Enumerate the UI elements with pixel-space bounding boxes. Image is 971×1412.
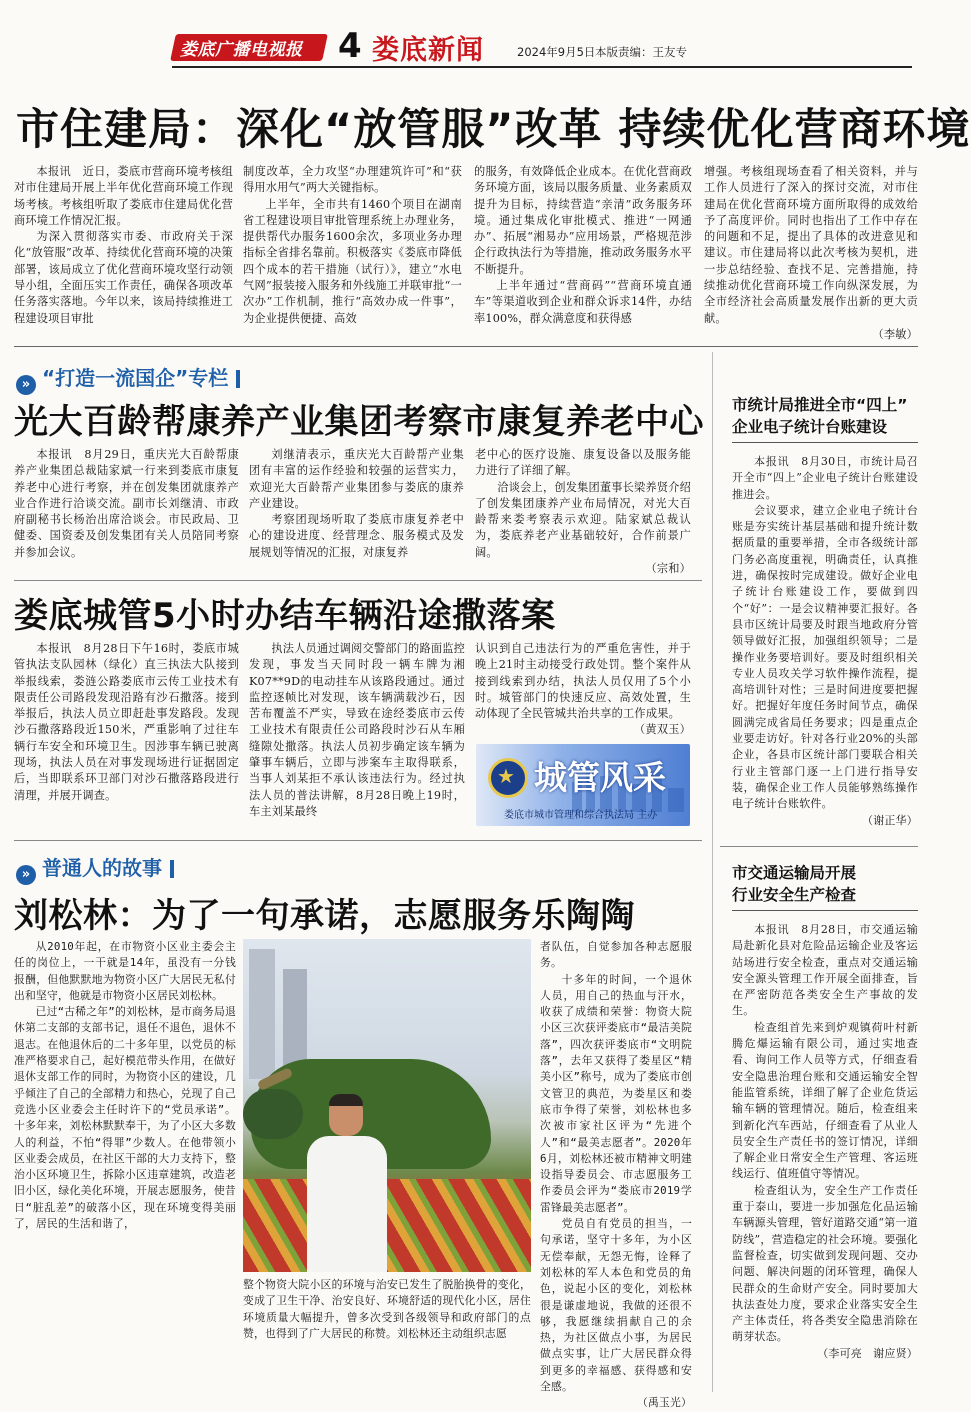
paragraph: 本报讯 8月30日，市统计局召开全市“四上”企业电子统计台账建设推进会。 — [732, 455, 918, 501]
paragraph: 洽谈会上，创发集团董事长梁养贤介绍了创发集团康养产业布局情况，对光大百龄帮来娄考察表示欢迎。陆家斌总裁认为，娄底养老产业基础较好，合作前景广阔。 — [475, 480, 691, 559]
chengguan-banner — [476, 744, 690, 826]
article4-col2 — [243, 1277, 531, 1389]
masthead-rule — [172, 66, 912, 68]
paragraph: 从2010年起，在市物资小区业主委会主任的岗位上，一干就是14年，虽没有一分钱报酬，但他默默地为物资小区广大居民无私付出和坚守，他就是市物资小区居民刘松林。 — [14, 940, 236, 1002]
sidebar2-title-line1: 市交通运输局开展 — [732, 864, 857, 882]
banner-caption: 娄底市城市管理和综合执法局 主办 — [504, 810, 658, 821]
byline: （宗和） — [645, 562, 691, 576]
person-shirt — [307, 1136, 387, 1272]
paragraph: 的服务，有效降低企业成本。在优化营商政务环境方面，该局以服务质量、业务素质双提升为目标，持续营造“亲清”政务服务环境。通过集成化审批模式、推进“一网通办”、拓展“湘易办”应用场景，严格规范涉企行政执法行为等措施，推动政务服务水平不断提升。 — [474, 165, 692, 276]
story-photo — [243, 939, 531, 1272]
topiary-head — [243, 1089, 303, 1139]
article3-col2 — [249, 641, 465, 831]
tag-bar — [170, 860, 174, 878]
headline-article2: 光大百龄帮康养产业集团考察市康复养老中心 — [14, 402, 704, 442]
article3-col1 — [14, 641, 239, 831]
sidebar2-title-rule — [732, 910, 918, 911]
paragraph: 上半年，全市共有1460个项目在湖南省工程建设项目审批管理系统上办理业务，提供帮代办服务1600余次，多项业务办理指标全省排名靠前。积极落实《娄底市降低四个成本的若干措施（试行）》，建立“水电气网”报装接入服务和外线施工并联审批“一次办”工作机制，推行“高效办成一件事”，为企业提供便捷、高效 — [243, 197, 462, 325]
paragraph: 刘继清表示，重庆光大百龄帮产业集团有丰富的运作经验和较强的运营实力，欢迎光大百龄帮产业集团参与娄底的康养产业建设。 — [249, 448, 464, 510]
masthead — [0, 0, 931, 80]
byline: （禹玉光） — [637, 1396, 692, 1410]
paragraph: 检查组认为，安全生产工作责任重于泰山，要进一步加强危化品运输车辆源头管理，管好道路交通“第一道防线”，营造稳定的社会环境。要强化监督检查，切实做到发现问题、交办问题、解决问题的闭环管理，确保人民群众的生命财产安全。同时要加大执法查处力度，要求企业落实安全生产主体责任，将各类安全隐患消除在萌芽状态。 — [732, 1183, 918, 1344]
sidebar2-title-line2: 行业安全生产检查 — [732, 886, 857, 904]
byline: （谢正华） — [862, 813, 918, 827]
paragraph: 本报讯 8月28日下午16时，娄底市城管执法支队园林（绿化）直三执法大队接到举报线索，娄涟公路娄底市云传工业技术有限责任公司路段发现沿路有沙石撒落。接到举报后，执法人员立即赶赴事发路段。发现沙石撒落路段近150米，严重影响了过往车辆行车安全和环境卫生。因涉事车辆已驶离现场，执法人员在对事发现场进行证据固定后，当即联系环卫部门对沙石撒落路段进行清理，并展开调查。 — [14, 642, 239, 802]
column-tag-ordinary-people — [16, 852, 174, 885]
sidebar1-title — [732, 394, 922, 438]
column-tag-label: 普通人的故事 — [42, 856, 162, 880]
paragraph: 认识到自己违法行为的严重危害性，并于晚上21时主动接受行政处罚。整个案件从接到线索到办结，执法人员仅用了5个小时。城管部门的快速反应、高效处置，生动体现了全民管城共治共享的工作成果。 — [475, 642, 691, 721]
sidebar-divider-h — [720, 846, 918, 847]
paragraph: 检查组首先来到炉观镇荷叶村新腾危爆运输有限公司，通过实地查看、询问工作人员等方式，仔细查看安全隐患治理台账和交通运输安全智能监管系统，详细了解了企业危货运输车辆的管理情况。随后，检查组来到新化汽车西站，仔细查看了从业人员安全生产责任书的签订情况，详细了解企业日常安全生产管理、客运班线运行、值班值守等情况。 — [732, 1020, 918, 1181]
paragraph: 考察团现场听取了娄底市康复养老中心的建设进度、经营理念、服务模式及发展规划等情况的汇报，对康复养 — [249, 513, 464, 559]
article1-col4 — [704, 164, 918, 341]
paragraph: 本报讯 8月29日，重庆光大百龄帮康养产业集团总裁陆家斌一行来到娄底市康复养老中心进行考察，并在创发集团就康养产业合作进行洽谈交流。副市长刘继清、市政府副秘书长杨治出席洽谈会。市民政局、卫健委、国资委及创发集团有关人员陪同考察并参加会议。 — [14, 448, 239, 559]
byline: （黄双玉） — [634, 723, 691, 737]
article1-col3 — [474, 164, 692, 336]
chevron-right-icon: » — [16, 375, 36, 395]
tag-bar — [236, 370, 240, 388]
paragraph: 老中心的医疗设施、康复设备以及服务能力进行了详细了解。 — [475, 448, 691, 478]
brand-name: 娄底广播电视报 — [180, 40, 303, 60]
article1-col2 — [243, 164, 462, 336]
article2-col2 — [249, 447, 464, 575]
paragraph: 十多年的时间，一个退休人员，用自己的热血与汗水，收获了成绩和荣誉：物资大院小区三次获评娄底市“最洁美院落”，四次获评娄底市“文明院落”，去年又获得了娄星区“精美小区”称号，成为了娄底市创文管卫的典范，为娄星区和娄底市争得了荣誉，刘松林也多次被市家社区评为“先进个人”和“最美志愿者”。2020年6月，刘松林还被市精神文明建设指导委员会、市志愿服务工作委员会评为“娄底市2019学雷锋最美志愿者”。 — [540, 972, 692, 1214]
divider-article3 — [14, 840, 702, 841]
article1-col1 — [14, 164, 233, 336]
byline: （李可亮 谢应贤） — [817, 1346, 918, 1360]
person-figure — [303, 1094, 393, 1272]
headline-article3: 娄底城管5小时办结车辆沿途撒落案 — [14, 596, 556, 636]
sidebar-divider — [712, 352, 713, 1392]
paragraph: 者队伍，自觉参加各种志愿服务。 — [540, 940, 692, 970]
sidebar1-title-rule — [732, 442, 918, 443]
page-editor: 本版责编：王友专 — [595, 45, 687, 59]
banner-title: 城管风采 — [534, 758, 666, 797]
paragraph: 制度改革，全力攻坚“办理建筑许可”和“获得用水用气”两大关键指标。 — [243, 165, 462, 195]
sidebar2-title — [732, 862, 922, 906]
person-hair — [329, 1094, 363, 1106]
paragraph: 上半年通过“营商码”“营商环境直通车”等渠道收到企业和群众诉求14件，办结率100%，群众满意度和获得感 — [474, 279, 692, 325]
paragraph: 执法人员通过调阅交警部门的路面监控发现，事发当天同时段一辆车牌为湘K07**9D的电动挂车从该路段通过。通过监控逐帧比对发现，该车辆满载沙石，因苦布覆盖不严实，导致在途经娄底市云传工业技术有限责任公司路段时沙石从车厢缝隙处撒落。执法人员初步确定该车辆为肇事车辆后，立即与涉案车主取得联系，当事人刘某拒不承认该违法行为。经过执法人员的普法讲解，8月28日晚上19时，车主刘某最终 — [249, 642, 465, 818]
issue-date: 2024年9月5日 — [517, 45, 596, 59]
byline: （李敏） — [872, 327, 918, 341]
article3-col3 — [475, 641, 691, 741]
headline-article1: 市住建局：深化“放管服”改革 持续优化营商环境 — [16, 105, 971, 155]
sidebar1-title-line1: 市统计局推进全市“四上” — [732, 396, 908, 414]
divider-article1 — [14, 346, 918, 347]
paragraph: 整个物资大院小区的环境与治安已发生了脱胎换骨的变化，变成了卫生干净、治安良好、环境舒适的现代化小区，居住环境质量大幅提升，曾多次受到各级领导和政府部门的点赞，也得到了广大居民的称赞。刘松林还主动组织志愿 — [243, 1278, 531, 1340]
paragraph: 党员自有党员的担当，一句承诺，坚守十多年，为小区无偿奉献，无怨无悔，诠释了刘松林的军人本色和党员的角色，说起小区的变化，刘松林很是谦虚地说，我做的还很不够，我愿继续捐献自己的余热，为社区做点小事，为居民做点实事，让广大居民群众得到更多的幸福感、获得感和安全感。 — [540, 1217, 692, 1394]
page-number: 4 — [338, 26, 362, 66]
sidebar1-title-line2: 企业电子统计台账建设 — [732, 418, 888, 436]
headline-article4: 刘松林：为了一句承诺，志愿服务乐陶陶 — [14, 896, 635, 936]
paragraph: 本报讯 近日，娄底市营商环境考核组对市住建局开展上半年优化营商环境工作现场考核。考核组听取了娄底市住建局优化营商环境工作情况汇报。 — [14, 165, 233, 227]
sidebar1-body — [732, 454, 918, 832]
paragraph: 增强。考核组现场查看了相关资料，并与工作人员进行了深入的探讨交流，对市住建局在优化营商环境方面所取得的成效给予了高度评价。同时也指出了工作中存在的问题和不足，提出了具体的改进意见和建议。市住建局将以此次考核为契机，进一步总结经验、查找不足、完善措施，持续推动优化营商环境工作向纵深发展，为全市经济社会高质量发展作出新的更大贡献。 — [704, 165, 918, 325]
divider-article2 — [14, 580, 702, 581]
article2-col1 — [14, 447, 239, 575]
chevron-right-icon: » — [16, 865, 36, 885]
article4-col1 — [14, 939, 236, 1389]
section-title: 娄底新闻 — [372, 35, 484, 66]
article4-col3 — [540, 939, 692, 1410]
sidebar2-body — [732, 922, 918, 1392]
paragraph: 为深入贯彻落实市委、市政府关于深化“放管服”改革、持续优化营商环境的决策部署，该局成立了优化营商环境攻坚行动领导小组，全面压实工作责任，确保各项改革任务落实落地。今年以来，该局持续推进工程建设项目审批 — [14, 230, 233, 325]
paragraph: 已过“古稀之年”的刘松林，是市商务局退休第二支部的支部书记，退任不退色，退休不退志。在他退休后的二十多年里，以党员的标准严格要求自己，起好模范带头作用，在做好退休支部工作的同时，为物资小区的建设，几乎倾注了自己的全部精力和热心，兑现了自己竞选小区业委会主任时许下的“党员承诺”。十多年来，刘松林默默奉干，为了小区大多数人的利益，不怕“得罪”少数人。在他带领小区业委会成员，在社区干部的大力支持下，整治小区环境卫生，拆除小区违章建筑，改造老旧小区，绿化美化环境，开展志愿服务，使昔日“脏乱差”的破落小区，现在环境变得美丽了，居民的生活和谐了， — [14, 1005, 236, 1231]
column-tag-label: “打造一流国企”专栏 — [42, 366, 229, 390]
article2-col3 — [475, 447, 691, 575]
paragraph: 本报讯 8月28日，市交通运输局赴新化县对危险品运输企业及客运站场进行安全检查，重点对交通运输安全源头管理工作开展全面排查，旨在严密防范各类安全生产事故的发生。 — [732, 923, 918, 1018]
paragraph: 会议要求，建立企业电子统计台账是夯实统计基层基础和提升统计数据质量的重要举措，全市各级统计部门务必高度重视，明确责任，认真推进，确保按时完成建设。做好企业电子统计台账建设工作，要做到四个“好”：一是会议精神要汇报好。各县市区统计局要及时跟当地政府分管领导做好汇报，加强组织领导；二是操作业务要培训好。要及时组织相关专业人员攻关学习软件操作流程，提高培训针对性；三是时间进度要把握好。把握好年度任务时间节点，确保圆满完成省局任务要求；四是重点企业要走访好。针对各行业20%的头部企业，各县市区统计部门要联合相关行业主管部门逐一上门进行指导安装，确保企业工作人员能够熟练操作电子统计台账软件。 — [732, 503, 918, 811]
column-tag-state-enterprise — [16, 362, 240, 395]
badge-star-icon: ★ — [497, 764, 515, 788]
